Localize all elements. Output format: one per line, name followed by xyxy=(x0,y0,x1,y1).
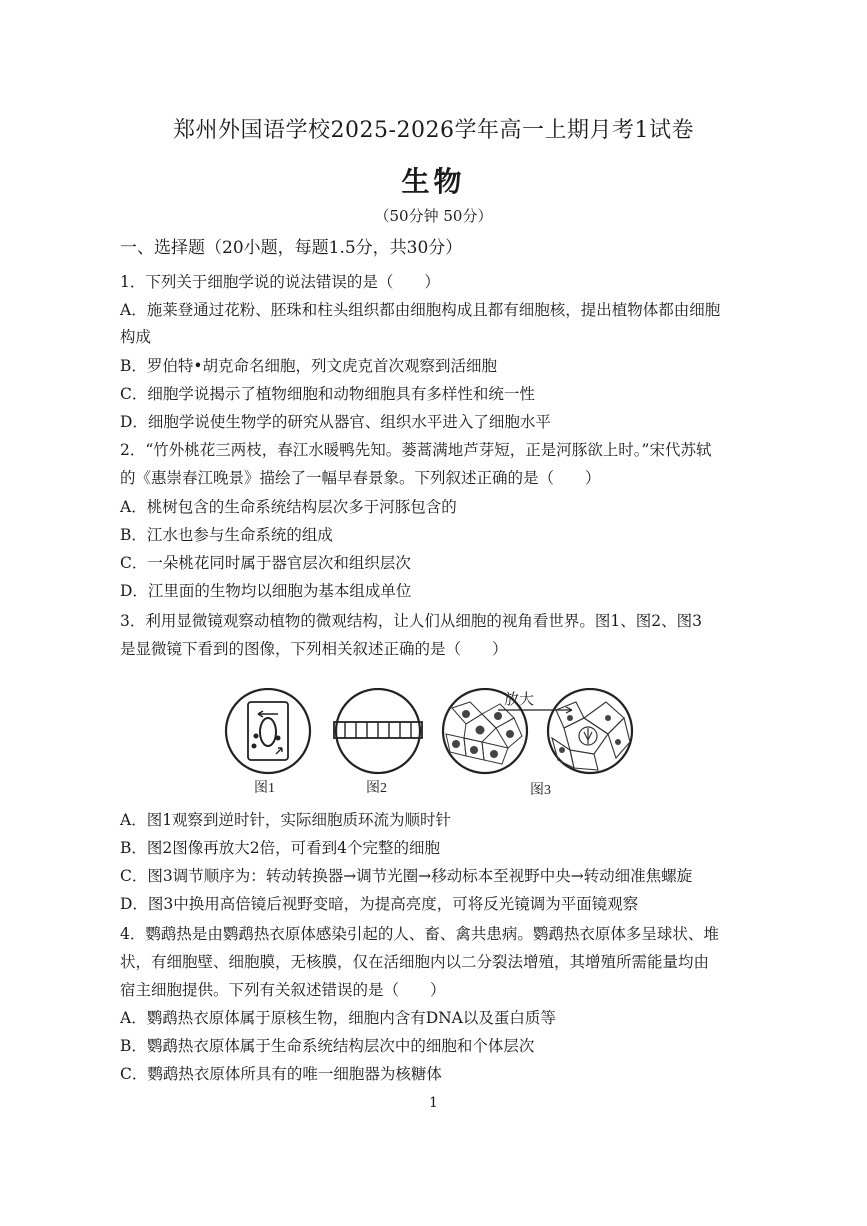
question-2-option-d: D．江里面的生物均以细胞为基本组成单位 xyxy=(120,582,412,600)
question-2-stem-line-1: 2．“竹外桃花三两枝，春江水暖鸭先知。蒌蒿满地芦芽短，正是河豚欲上时。”宋代苏轼 xyxy=(120,441,712,459)
question-4-option-b: B．鹦鹉热衣原体属于生命系统结构层次中的细胞和个体层次 xyxy=(120,1037,535,1055)
microscope-figure-svg xyxy=(220,688,640,800)
question-2-stem-line-2: 的《惠崇春江晚景》描绘了一幅早春景象。下列叙述正确的是（ ） xyxy=(120,469,601,487)
subject-title: 生物 xyxy=(401,165,466,198)
question-3-option-b: B．图2图像再放大2倍，可看到4个完整的细胞 xyxy=(120,839,440,857)
question-4-option-a: A．鹦鹉热衣原体属于原核生物，细胞内含有DNA以及蛋白质等 xyxy=(120,1009,556,1027)
magnify-label: 放大 xyxy=(504,692,535,708)
question-2-option-a: A．桃树包含的生命系统结构层次多于河豚包含的 xyxy=(120,498,457,516)
question-3-option-d: D．图3中换用高倍镜后视野变暗，为提高亮度，可将反光镜调为平面镜观察 xyxy=(120,895,639,913)
figure-label-2: 图2 xyxy=(366,781,387,796)
question-1-option-c: C．细胞学说揭示了植物细胞和动物细胞具有多样性和统一性 xyxy=(120,385,535,403)
figure-label-3: 图3 xyxy=(530,783,551,798)
question-1-stem: 1．下列关于细胞学说的说法错误的是（ ） xyxy=(120,273,440,291)
question-4-option-c: C．鹦鹉热衣原体所具有的唯一细胞器为核糖体 xyxy=(120,1065,442,1083)
question-1-option-b: B．罗伯特•胡克命名细胞，列文虎克首次观察到活细胞 xyxy=(120,357,498,375)
question-4-stem-line-3: 宿主细胞提供。下列有关叙述错误的是（ ） xyxy=(120,981,446,999)
figure-3-high-mag-drawing xyxy=(548,689,632,773)
question-3-option-c: C．图3调节顺序为：转动转换器→调节光圈→移动标本至视野中央→转动细准焦螺旋 xyxy=(120,867,693,885)
question-1-option-a-cont: 构成 xyxy=(120,328,152,346)
time-score: （50分钟 50分） xyxy=(374,207,493,225)
question-2-option-c: C．一朵桃花同时属于器官层次和组织层次 xyxy=(120,554,411,572)
question-4-stem-line-2: 状，有细胞壁、细胞膜，无核膜，仅在活细胞内以二分裂法增殖，其增殖所需能量均由 xyxy=(120,953,710,971)
question-2-option-b: B．江水也参与生命系统的组成 xyxy=(120,526,333,544)
question-3-stem-line-1: 3．利用显微镜观察动植物的微观结构，让人们从细胞的视角看世界。图1、图2、图3 xyxy=(120,612,702,630)
figure-label-1: 图1 xyxy=(254,781,275,796)
question-3-option-a: A．图1观察到逆时针，实际细胞质环流为顺时针 xyxy=(120,811,452,829)
question-1-option-d: D．细胞学说使生物学的研究从器官、组织水平进入了细胞水平 xyxy=(120,413,551,431)
section-title: 一、选择题（20小题，每题1.5分，共30分） xyxy=(120,238,463,258)
figure-2-drawing xyxy=(334,689,422,773)
question-1-option-a: A．施莱登通过花粉、胚珠和柱头组织都由细胞构成且都有细胞核，提出植物体都由细胞 xyxy=(120,301,721,319)
question-4-stem-line-1: 4．鹦鹉热是由鹦鹉热衣原体感染引起的人、畜、禽共患病。鹦鹉热衣原体多呈球状、堆 xyxy=(120,925,719,943)
microscope-figure xyxy=(220,688,640,800)
question-3-stem-line-2: 是显微镜下看到的图像，下列相关叙述正确的是（ ） xyxy=(120,640,508,658)
figure-1-drawing xyxy=(226,689,310,773)
exam-title: 郑州外国语学校2025-2026学年高一上期月考1试卷 xyxy=(173,118,694,143)
page-number: 1 xyxy=(429,1095,438,1111)
